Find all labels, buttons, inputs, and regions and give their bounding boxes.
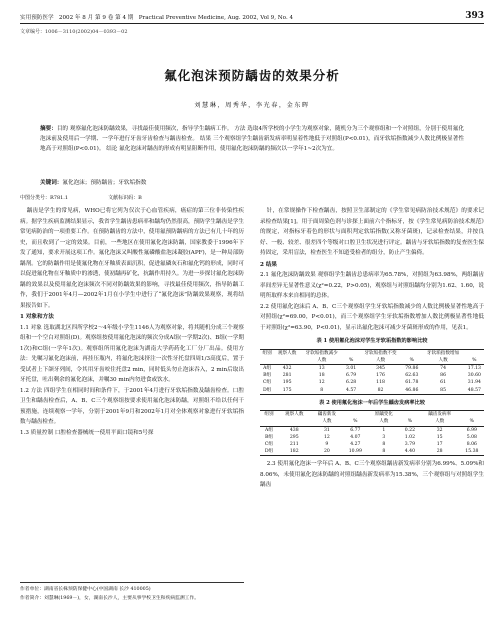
table1-cell: 48.57 [465,387,484,395]
table2-header-cell: 原龋变化 [367,411,400,419]
table1-cell: 74 [440,365,446,371]
table2-cell: 4.27 [350,442,361,448]
table2-cell: 3.79 [404,442,416,448]
table2-row [260,426,484,434]
table1-cell: B组 [263,373,272,379]
table2-cell: 17 [436,442,443,448]
table1-cell: 118 [376,380,385,386]
table2-cell: 0.22 [404,427,416,433]
methods-continued: 针，在常规操作下检查龋齿，按照卫生部制定的《学生常见病防治技术规范》的要求记录检查结果[1]。用于面周染色剂与诊探上面前六个指标牙，按《学生常见病防治技术规范》的规定，对指标牙着色的形状与面积判定软垢指数(又称牙菌斑)，记录检查结果，并按良好、一般、较差、很差四个等级对口腔卫生状况进行评定。龋齿与牙软垢指数的复查医生保持固定，采用盲法，检查医生不知道受检者的组分，防止产生偏倚。 [260,208,484,256]
table2-cell: 8.06 [466,442,477,448]
table2-subheader-cell [278,418,311,426]
paragraph: 1.1 对象 选取湖北区四所学校2～4年级小学生1146人为观察对象，将其随机分成三个观察组和一个空白对照组(D)。观察组按使用氟化泡沫的频次分成A组(一学期2次)、B组(一学期1次)和C组(一学年1次)。观察组所用氟化泡沫为湖南大学药药化工厂分厂出品。使用方法：先嘱习氟化泡沫前，再挂压瓶内，将氟化泡沫挤注一次性牙托盘四周1/3高度后，置于受试者上下颌牙列间，令其用牙齿咬住托盘2 min，同时低头勿止泡沫吞入，2 min后取出牙托盘，吐出剩余的氟化泡沫，并嘱30 min内勿进食或饮水。 [20,324,244,383]
table2-cell: 3 [382,434,386,440]
table2-cell: 15 [436,434,443,440]
table2-cell: B组 [264,434,273,440]
footnote [20,582,244,603]
table1-cell: 8 [300,387,343,395]
table1-cell: 13 [318,365,325,371]
table2-cell: 6.99 [466,427,477,433]
table1-cell: 30.60 [467,373,481,379]
table1-row [260,364,484,372]
table1-subheader-row [260,357,484,365]
table1-subheader-cell: 人数 [359,357,402,365]
table2-cell: 12 [323,434,330,440]
table1-cell: 175 [274,387,300,395]
table2-subheader-cell: % [460,418,484,426]
table2-header-cell: 组别 [260,411,278,419]
author-list: 刘慧琳，周秀华，李光春，金东晖 [194,102,310,109]
table1-cell: 4.57 [343,387,359,395]
table2-header-cell: 龋齿发病率 [420,411,460,419]
table1-cell: A组 [263,365,272,371]
table1-subheader-cell: % [343,357,359,365]
table1 [260,349,484,395]
table1-cell: 85 [421,387,464,395]
table2-row [260,434,484,441]
table2 [260,410,484,456]
table2-cell: 438 [289,427,299,433]
table2-cell: 211 [289,442,299,448]
table1-cell: 345 [376,365,385,371]
table1-cell: 61 [440,380,446,386]
table2-subheader-cell [260,418,278,426]
journal-name: 实用预防医学 2002 年 8 月 第 9 卷 第 4 期 Practical Preventive Medicine, Aug. 2002, Vol 9, No. 4 [20,15,294,21]
table2-cell: 15.38 [460,448,484,456]
table1-cell: 18 [318,373,325,379]
table1-row [260,379,484,386]
table2-cell: 10.99 [343,448,367,456]
table2-header-cell: 观察人数 [278,411,311,419]
table1-cell: 61.78 [405,380,419,386]
running-header [20,10,484,24]
table1-header-row [260,349,484,357]
abstract [40,124,464,155]
abstract-label: 摘要： [40,126,57,132]
table1-header-cell [343,349,359,357]
table2-cell: 20 [311,448,344,456]
table2-cell: 4.07 [350,434,361,440]
table2-subheader-cell: 人数 [311,418,344,426]
table1-cell: 82 [359,387,402,395]
paragraph: 2.2 使用氟化泡沫后 A、B、C三个观察组学生牙软垢指数减少的人数比例极显著性地高于对照组(χ²=69.00，P<0.01)，而三个观察组学生牙软垢指数增加人数比例极显著性地低于对照组(χ²=63.90，P<0.01)，显示出氟化泡沫可减少牙菌斑形成的作用，见表1。 [260,303,484,331]
table2-subheader-cell: % [343,418,367,426]
table1-cell: 432 [282,365,292,371]
table1-cell: 6.79 [346,373,357,379]
table1-row [260,387,484,395]
right-column [260,206,484,491]
table1-subheader-cell: % [402,357,421,365]
table2-header-cell [343,411,367,419]
keywords-text: 氟化泡沫；预防龋齿；牙软垢指数 [62,180,147,186]
table1-cell: 281 [282,373,292,379]
table1-cell: 79.86 [405,365,419,371]
table1-cell: 62.63 [405,373,419,379]
keywords [40,178,464,186]
left-column [20,206,244,438]
table1-subheader-cell [274,357,300,365]
table1-cell: D组 [260,387,274,395]
table1-cell: 12 [318,380,325,386]
table1-header-cell: 牙软垢指数不变 [359,349,402,357]
table2-cell: 8 [367,448,400,456]
article-title: 氟化泡沫预防龋齿的效果分析 [164,68,340,83]
classification-line [20,194,484,201]
page-number: 393 [465,11,484,21]
table1-cell: 46.86 [402,387,421,395]
clc-number: 中图分类号：R781.1 [20,195,69,201]
table2-cell: 9 [325,442,329,448]
table1-cell: 195 [282,380,292,386]
table2-cell: D组 [260,448,278,456]
table1-header-cell: 牙软垢指数减少 [300,349,343,357]
paragraph: 2.1 氟化泡沫防龋效果 观察组学生龋齿总患病率为65.78%，对照组为63.98%，两组龋齿率间差异无显著性意义(χ²=0.22，P>0.05)，观察组与对照组龋均分别为1.62、1.60，说明所取样本来自相同的总体。 [260,272,484,299]
table2-caption: 表 2 使用氟化泡沫一年后学生龋齿发病率比较 [319,399,425,406]
table2-cell: 295 [289,434,299,440]
table2-cell: 4.40 [400,448,420,456]
article-number: 文章编号：1006－3110(2002)04－0393－02 [20,29,128,35]
table1-header-cell: 观察人数 [274,349,300,357]
table1-cell: 3.01 [346,365,357,371]
table2-cell: 32 [436,427,443,433]
table2-subheader-cell: 人数 [420,418,460,426]
table2-header-cell [460,411,484,419]
table2-cell: 31 [323,427,330,433]
table1-caption: 表 1 使用氟化泡沫对学生牙软垢指数的影响比较 [316,338,428,344]
abstract-text: 目的 观察氟化泡沫防龋效果，寻找最佳使用频次，指导学生龋病工作。 方法 选取4所学校的小学生为观察对象，随机分为三个观察组和一个对照组，分别于使用氟化泡沫前及使用后一学期、一学年进行牙齿牙齿检查与龋齿检查。 结果 三个观察组学生龋齿新发病率明显着性地低于对照组(P<0.01)，而牙软垢指数减少人数比例极显著性地高于对照组(P<0.01)。 结论 氟化泡沫对龋齿的形成有明显阻断作用，使用氟化泡沫防龋的频次以一学年1~2次为宜。 [40,126,464,153]
table1-header-cell [465,349,484,357]
table2-subheader-cell: 人数 [367,418,400,426]
section-heading: 1 对象和方法 [20,314,54,320]
table1-cell: 86 [440,373,446,379]
paragraph: 龋齿是学生的常见病，WHO已将它列为仅次于心血管疾病，癌症的第三位非传染性疾病。据学生疾病监测结果显示，我省学生龋齿患病率和龋均仍然很高，预防学生龋齿是学生常见病防治的一项重要工作。在预防龋齿的方法中，使用氟预防龋病的方法已有几十年的历史，而且收到了一定的效果。目前，一些地区在使用氟化泡沫防龋，国家教委于1996年下发了通知，要求开展这项工作。氟化泡沫又叫酸性氟磷酸盐泡沫凝胶(APF)，是一种局部防龋剂。它的防龋作用是使氟化物在牙釉质表面沉积，促进氟磷灰石和氟化钙的形成，同时可以促进氟化物在牙釉质中的渗透，使初龋再矿化，抗龋作用持久。为进一步探讨氟化泡沫防龋的效果以及使用氟化泡沫频次不同对防龋效果的影响，寻找最佳使用频次，指导防龋工作，我们于2001年4月—2002年1月在小学生中进行了“氟化泡沫”防龋效果观察，现将结果报告如下。 [20,208,244,309]
table2-cell: 8 [382,442,386,448]
table2-cell: 1.02 [404,434,416,440]
table1-cell: 6.28 [346,380,357,386]
table1-row [260,372,484,379]
section-heading: 2 结果 [260,261,278,268]
table2-subheader-cell: % [400,418,420,426]
table1-cell: C组 [263,380,272,386]
table2-subheader-row [260,418,484,426]
paragraph: 1.3 质量控制 口腔检查器械统一使用平面口镜和5号探 [20,429,154,436]
table2-cell: 6.77 [350,427,361,433]
table2-cell: 5.08 [466,434,477,440]
table2-header-cell [400,411,420,419]
table2-cell: 28 [420,448,460,456]
results-section [260,260,484,334]
table1-header-cell: 组别 [260,349,274,357]
footnote-affiliation: 作者单位：湖南省长株预防保健中心(中国湖南 长沙 410005) [20,587,151,592]
table1-subheader-cell: 人数 [300,357,343,365]
table2-header-row [260,411,484,419]
keywords-label: 关键词： [40,180,63,186]
table2-cell: C组 [264,442,274,448]
results-2-3: 2.3 使用氟化泡沫一学年后 A、B、C三个观察组龋齿新发病率分别为6.99%、5.09%和8.06%，未使用氟化泡沫防龋的对照组龋齿新发病率为15.38%，三个观察组与对照组学生龋齿 [260,461,484,489]
table2-cell: A组 [265,427,273,433]
table2-header-cell: 龋齿新发 [311,411,344,419]
paragraph: 1.2 方法 四组学生在相同时间和条件下，于2001年4月进行牙软垢指数及龋齿检查。口腔卫生和龋齿检查后，A、B、C三个观察组按要求使用氟化泡沫防龋，对照组不给以任何干预措施，连续观察一学年，分别于2001年9月和2002年1月对全体观察对象进行牙软垢指数与龋齿检查。 [20,387,244,425]
table1-cell: 31.94 [467,380,481,386]
table2-cell: 182 [278,448,311,456]
table2-row [260,448,484,456]
table1-cell: 176 [376,373,385,379]
table1-header-cell: 牙软垢指数增加 [421,349,464,357]
document-code: 文献标识码：B [108,195,142,201]
table1-subheader-cell: % [465,357,484,365]
table1-subheader-cell [260,357,274,365]
table1-cell: 17.13 [467,365,481,371]
footnote-author-bio: 作者简介：刘慧琳(1969－)，女，湖南长沙人，主要从事学校卫生和疾病监测工作。 [20,596,200,601]
table1-header-cell [402,349,421,357]
table2-cell: 1 [382,427,386,433]
table1-subheader-cell: 人数 [421,357,464,365]
table2-row [260,441,484,448]
